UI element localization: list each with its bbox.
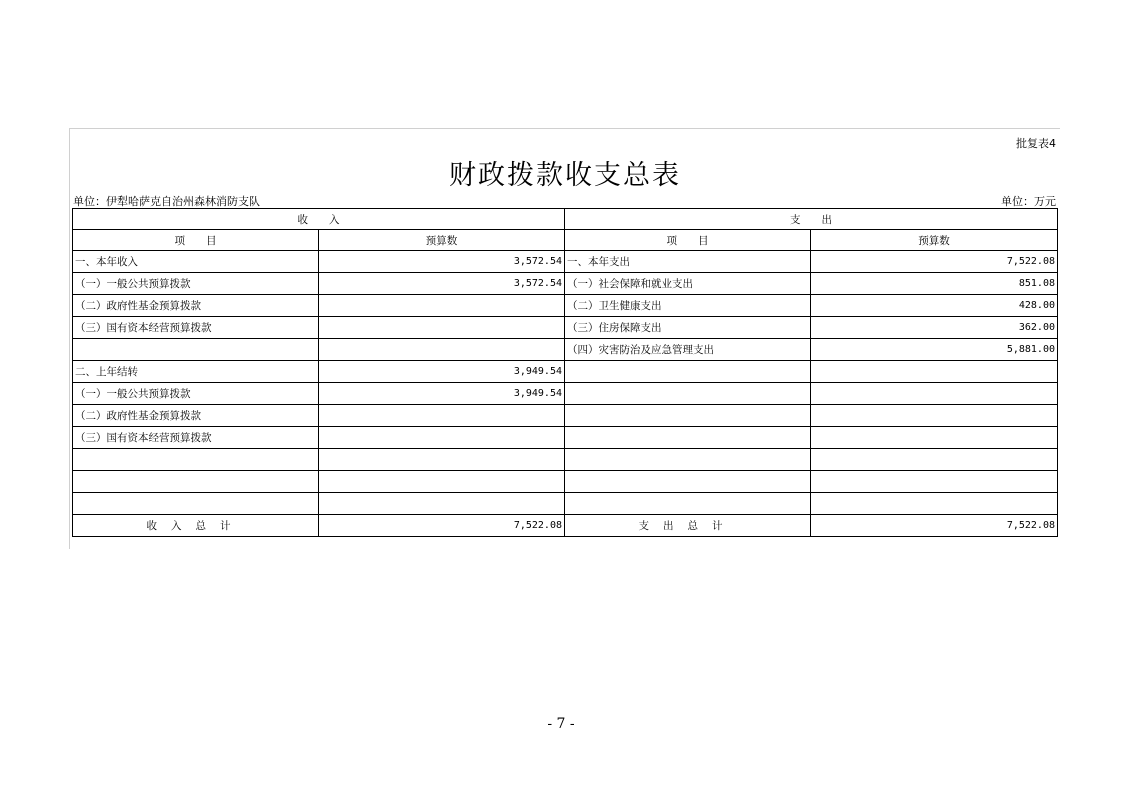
expense-item: （一）社会保障和就业支出	[565, 273, 811, 295]
table-row	[73, 273, 1058, 295]
unit-organization: 单位：伊犁哈萨克自治州森林消防支队	[73, 195, 260, 208]
income-item: （一）一般公共预算拨款	[73, 273, 319, 295]
column-header-row	[73, 230, 1058, 251]
income-item: （三）国有资本经营预算拨款	[73, 317, 319, 339]
budget-sheet	[69, 128, 1060, 549]
expense-item: （三）住房保障支出	[565, 317, 811, 339]
income-total-value: 7,522.08	[319, 515, 565, 537]
table-row	[73, 295, 1058, 317]
income-value: 3,949.54	[319, 361, 565, 383]
income-item: （一）一般公共预算拨款	[73, 383, 319, 405]
table-row	[73, 449, 1058, 471]
expense-value	[811, 471, 1058, 493]
table-row	[73, 361, 1058, 383]
income-value	[319, 339, 565, 361]
expense-budget-header: 预算数	[811, 230, 1058, 251]
table-row	[73, 427, 1058, 449]
income-value: 3,572.54	[319, 251, 565, 273]
expense-value: 5,881.00	[811, 339, 1058, 361]
expense-item	[565, 383, 811, 405]
page-title: 财政拨款收支总表	[449, 160, 681, 191]
income-value	[319, 471, 565, 493]
table-row	[73, 471, 1058, 493]
expense-value: 7,522.08	[811, 251, 1058, 273]
table-row	[73, 339, 1058, 361]
income-item	[73, 493, 319, 515]
income-item: （二）政府性基金预算拨款	[73, 405, 319, 427]
form-tag: 批复表4	[1016, 137, 1056, 150]
expense-item	[565, 405, 811, 427]
unit-currency: 单位：万元	[1001, 195, 1056, 208]
expense-total-value: 7,522.08	[811, 515, 1058, 537]
expense-value: 851.08	[811, 273, 1058, 295]
page-number: - 7 -	[547, 716, 575, 732]
income-item	[73, 449, 319, 471]
table-row	[73, 251, 1058, 273]
expense-item: 一、本年支出	[565, 251, 811, 273]
expense-value	[811, 449, 1058, 471]
expense-header: 支 出	[565, 209, 1058, 230]
expense-value	[811, 383, 1058, 405]
budget-table	[72, 208, 1058, 537]
income-item	[73, 339, 319, 361]
expense-value	[811, 493, 1058, 515]
expense-value	[811, 427, 1058, 449]
income-item	[73, 471, 319, 493]
income-value	[319, 405, 565, 427]
income-header: 收 入	[73, 209, 565, 230]
income-item: 二、上年结转	[73, 361, 319, 383]
income-value: 3,572.54	[319, 273, 565, 295]
income-value	[319, 295, 565, 317]
income-item: （三）国有资本经营预算拨款	[73, 427, 319, 449]
expense-item	[565, 493, 811, 515]
totals-row	[73, 515, 1058, 537]
table-row	[73, 383, 1058, 405]
income-total-label: 收入总计	[73, 515, 319, 537]
income-value	[319, 317, 565, 339]
expense-item	[565, 471, 811, 493]
section-header-row	[73, 209, 1058, 230]
table-row	[73, 317, 1058, 339]
income-budget-header: 预算数	[319, 230, 565, 251]
expense-value: 428.00	[811, 295, 1058, 317]
expense-item: （四）灾害防治及应急管理支出	[565, 339, 811, 361]
table-row	[73, 405, 1058, 427]
expense-total-label: 支出总计	[565, 515, 811, 537]
income-value	[319, 493, 565, 515]
expense-value	[811, 361, 1058, 383]
income-value: 3,949.54	[319, 383, 565, 405]
expense-item	[565, 449, 811, 471]
income-value	[319, 427, 565, 449]
expense-item	[565, 427, 811, 449]
income-item: （二）政府性基金预算拨款	[73, 295, 319, 317]
expense-item	[565, 361, 811, 383]
table-row	[73, 493, 1058, 515]
income-item-header: 项 目	[73, 230, 319, 251]
income-item: 一、本年收入	[73, 251, 319, 273]
expense-value: 362.00	[811, 317, 1058, 339]
expense-value	[811, 405, 1058, 427]
expense-item: （二）卫生健康支出	[565, 295, 811, 317]
income-value	[319, 449, 565, 471]
expense-item-header: 项 目	[565, 230, 811, 251]
